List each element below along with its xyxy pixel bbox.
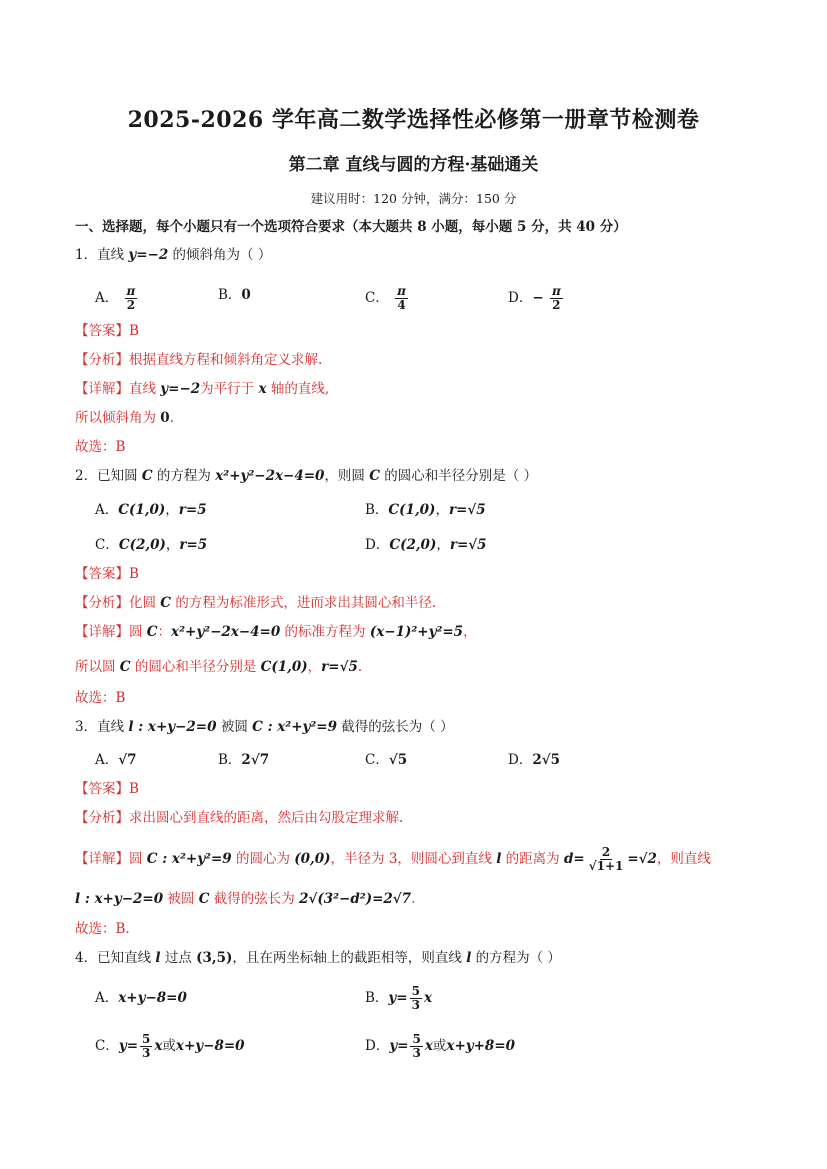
fraction: $\frac{5}{3}$ xyxy=(411,984,420,1012)
q2-analysis: 【分析】化圆 C 的方程为标准形式，进而求出其圆心和半径. xyxy=(75,595,437,611)
q3-detail: 【详解】圆 C : x²+y²=9 的圆心为 (0,0)，半径为 3，则圆心到直线 l 的距离为 d= $\frac{2}{√1+1}$ =√2，则直线 xyxy=(75,845,711,873)
q1-option-c[interactable] xyxy=(365,285,410,312)
fraction: $\frac{\pi}{2}$ xyxy=(126,284,136,312)
q1-option-b[interactable] xyxy=(218,285,251,305)
q1-option-a[interactable] xyxy=(95,285,139,312)
q1-equation: y=−2 xyxy=(128,247,169,263)
q4-option-d[interactable]: D．y= $\frac{5}{3}$ x或x+y+8=0 xyxy=(365,1032,516,1060)
q4-option-a[interactable]: A．x+y−8=0 xyxy=(95,990,187,1006)
exam-meta: 建议用时：120 分钟，满分：150 分 xyxy=(310,191,517,206)
question-4: 4．已知直线 l 过点 (3,5)，且在两坐标轴上的截距相等，则直线 l 的方程为（ ） xyxy=(75,950,561,966)
q1-choose: 故选：B xyxy=(75,439,126,455)
q1-prefix: 1．直线 xyxy=(75,247,129,263)
q2-detail-2: 所以圆 C 的圆心和半径分别是 C(1,0)，r=√5. xyxy=(75,659,363,675)
q1-suffix: 的倾斜角为（ ） xyxy=(168,247,272,263)
q1-detail: 【详解】直线 y=−2为平行于 x 轴的直线, xyxy=(75,381,330,397)
q2-option-c[interactable]: C．C(2,0)，r=5 xyxy=(95,537,208,553)
q4-option-b[interactable]: B．y= $\frac{5}{3}$ x xyxy=(365,984,432,1012)
option-label: D． xyxy=(508,290,533,306)
question-2: 2．已知圆 C 的方程为 x²+y²−2x−4=0，则圆 C 的圆心和半径分别是（ ） xyxy=(75,468,538,484)
q3-detail-2: l : x+y−2=0 被圆 C 截得的弦长为 2√(3²−d²)=2√7. xyxy=(75,891,416,907)
document-title: 2025-2026 学年高二数学选择性必修第一册章节检测卷 xyxy=(127,107,700,133)
q3-answer: 【答案】B xyxy=(75,781,139,797)
q1-option-d[interactable]: D．− $\frac{\pi}{2}$ xyxy=(508,284,561,312)
q2-option-d[interactable]: D．C(2,0)，r=√5 xyxy=(365,537,487,553)
chapter-subtitle: 第二章 直线与圆的方程·基础通关 xyxy=(288,155,539,175)
fraction: $\frac{\pi}{4}$ xyxy=(397,284,406,312)
q3-analysis: 【分析】求出圆心到直线的距离，然后由勾股定理求解. xyxy=(75,810,404,826)
q1-detail-2: 所以倾斜角为 0. xyxy=(75,410,174,426)
fraction: $\frac{5}{3}$ xyxy=(142,1032,151,1060)
q3-option-b[interactable]: B．2√7 xyxy=(218,752,270,768)
option-label: C． xyxy=(365,290,389,306)
question-1 xyxy=(75,245,271,265)
q3-option-a[interactable]: A．√7 xyxy=(95,752,137,768)
q2-option-a[interactable]: A．C(1,0)，r=5 xyxy=(95,502,207,518)
question-3: 3．直线 l : x+y−2=0 被圆 C : x²+y²=9 截得的弦长为（ ） xyxy=(75,719,454,735)
q3-choose: 故选：B. xyxy=(75,921,130,937)
option-label: B． xyxy=(218,287,242,303)
section-heading: 一、选择题，每个小题只有一个选项符合要求（本大题共 8 小题，每小题 5 分，共 40 分） xyxy=(75,219,627,235)
q4-option-c[interactable]: C．y= $\frac{5}{3}$ x或x+y−8=0 xyxy=(95,1032,245,1060)
q2-answer: 【答案】B xyxy=(75,566,139,582)
q1-answer: 【答案】B xyxy=(75,323,139,339)
option-label: A． xyxy=(95,290,119,306)
q3-option-c[interactable]: C．√5 xyxy=(365,752,408,768)
q2-option-b[interactable]: B．C(1,0)，r=√5 xyxy=(365,502,486,518)
fraction: $\frac{\pi}{2}$ xyxy=(551,284,561,312)
q3-option-d[interactable]: D．2√5 xyxy=(508,752,560,768)
option-value: 0 xyxy=(241,287,251,303)
fraction: $\frac{5}{3}$ xyxy=(412,1032,421,1060)
fraction: $\frac{2}{√1+1}$ xyxy=(588,845,624,873)
q1-analysis: 【分析】根据直线方程和倾斜角定义求解. xyxy=(75,352,323,368)
q2-choose: 故选：B xyxy=(75,690,126,706)
q2-detail: 【详解】圆 C：x²+y²−2x−4=0 的标准方程为 (x−1)²+y²=5， xyxy=(75,624,477,640)
